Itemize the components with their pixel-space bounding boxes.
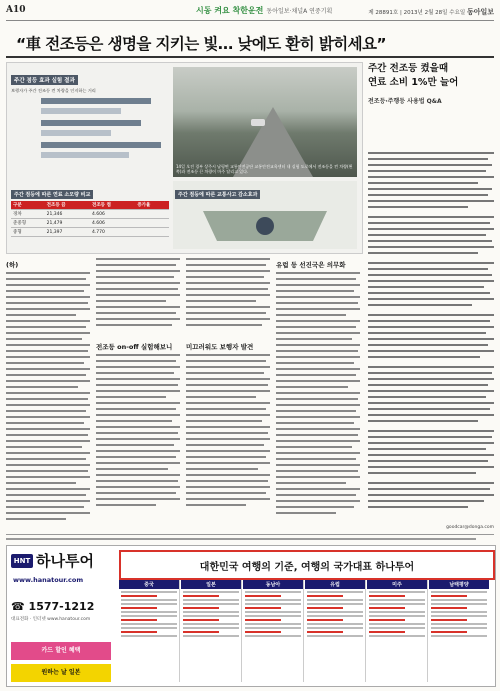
detection-bars — [11, 94, 169, 172]
ad-phone-sub: 대표전화 · 인터넷 www.hanatour.com — [11, 617, 91, 622]
ad-phone: ☎ 1577-1212 — [11, 600, 95, 613]
accident-chart-title: 주간 점등에 따른 교통사고 감소효과 — [175, 190, 260, 199]
dateline: 제 28891호 | 2013년 2월 28일 수요일 동아일보 — [368, 7, 494, 16]
region-header: 동남아 — [243, 580, 303, 589]
promo-banner-japan[interactable]: 원하는 날 일본 — [11, 664, 111, 682]
product-column[interactable] — [243, 580, 304, 682]
brand-name: 하나투어 — [36, 552, 94, 570]
table-row: 경차 21,346 4.606 — [11, 210, 169, 219]
sidebar-kicker-1: 주간 전조등 켰을때 — [368, 63, 449, 74]
qa-text-lines — [368, 152, 494, 522]
phone-icon: ☎ — [11, 600, 25, 613]
reporter-email[interactable]: goodcar@donga.com — [446, 525, 494, 530]
product-column[interactable] — [367, 580, 428, 682]
accident-chart-figure — [173, 201, 357, 251]
table-header-cell: 전조등 끔 — [45, 201, 90, 210]
credit-line — [6, 534, 494, 542]
sidebar-kicker-2: 연료 소비 1%만 늘어 — [368, 77, 459, 88]
ad-brand-panel — [7, 546, 115, 686]
table-header-cell: 증가율 — [135, 201, 169, 210]
headline: “車 전조등은 생명을 지키는 빛… 낮에도 환히 밝히세요” — [16, 35, 387, 53]
column-3-lines-top — [186, 258, 270, 338]
headline-rule — [6, 56, 494, 58]
detection-chart — [11, 67, 169, 177]
sidebar-qa-body — [368, 152, 494, 524]
column-1-lines — [6, 272, 90, 522]
column-2-lines-bottom — [96, 354, 180, 524]
detection-chart-caption: 보행자가 주간 전조등 켠 차량을 인지하는 거리 — [11, 88, 96, 93]
ad-product-grid — [119, 580, 491, 682]
fuel-table — [11, 181, 169, 249]
region-header: 남태평양 — [429, 580, 489, 589]
page-header — [6, 4, 494, 21]
column-2-lines-top — [96, 258, 180, 338]
table-header-cell: 전조등 켬 — [90, 201, 135, 210]
promo-banner-card[interactable]: 카드 할인 혜택 — [11, 642, 111, 660]
fuel-table-grid — [11, 201, 169, 237]
product-column[interactable] — [181, 580, 242, 682]
article-column-1 — [6, 258, 90, 524]
hanatour-logo — [11, 550, 111, 594]
road-photo — [173, 67, 357, 177]
sidebar-tag: 전조등·주행등 사용법 Q&A — [368, 98, 442, 105]
article-column-4 — [276, 258, 360, 524]
product-column[interactable] — [119, 580, 180, 682]
column-1-heading: (하) — [6, 261, 19, 269]
table-row: 준중형 21,479 4.606 — [11, 219, 169, 228]
sidebar-qa-header — [368, 62, 494, 105]
column-3-lines-bottom — [186, 354, 270, 524]
credit-line-text — [6, 537, 494, 541]
hanatour-advertisement[interactable] — [6, 545, 496, 687]
section-title: 시동 켜요 착한운전 동아일보·채널A 연중기획 — [196, 6, 333, 15]
detection-chart-title: 주간 점등 효과 실험 결과 — [11, 75, 78, 85]
ad-slogan: 대한민국 여행의 기준, 여행의 국가대표 하나투어 — [199, 562, 415, 573]
article-body — [6, 258, 366, 538]
region-header: 일본 — [181, 580, 241, 589]
brand-url[interactable]: www.hanatour.com — [13, 576, 84, 584]
infographic — [6, 62, 363, 254]
column-4-lines — [276, 272, 360, 522]
page-number: A10 — [6, 5, 26, 15]
region-header: 중국 — [119, 580, 179, 589]
column-4-heading: 유럽 등 선진국은 의무화 — [276, 261, 346, 269]
column-3-heading: 미끄러워도 보행자 발견 — [186, 343, 254, 352]
article-column-2 — [96, 258, 180, 526]
column-2-heading: 전조등 on-off 실험해보니 — [96, 343, 173, 352]
product-column[interactable] — [429, 580, 489, 682]
product-column[interactable] — [305, 580, 366, 682]
table-header-cell: 구분 — [11, 201, 45, 210]
photo-caption: 14일 오전 경부 상주시 남평면 교통안전공단 교통안전교육센터 내 실험 도로에서 전조등을 켠 차량(왼쪽)과 전조등 끈 차량이 마주 달리고 있다. — [176, 164, 353, 174]
region-header: 유럽 — [305, 580, 365, 589]
article-column-3 — [186, 258, 270, 526]
accident-reduction-chart — [173, 181, 357, 249]
region-header: 미주 — [367, 580, 427, 589]
ad-slogan-banner — [119, 550, 495, 580]
fuel-table-title: 주간 점등에 따른 연료 소모량 비교 — [11, 190, 93, 199]
table-row: 중형 21,397 4.770 — [11, 228, 169, 237]
hanatour-logo-mark: HNT — [11, 554, 33, 568]
